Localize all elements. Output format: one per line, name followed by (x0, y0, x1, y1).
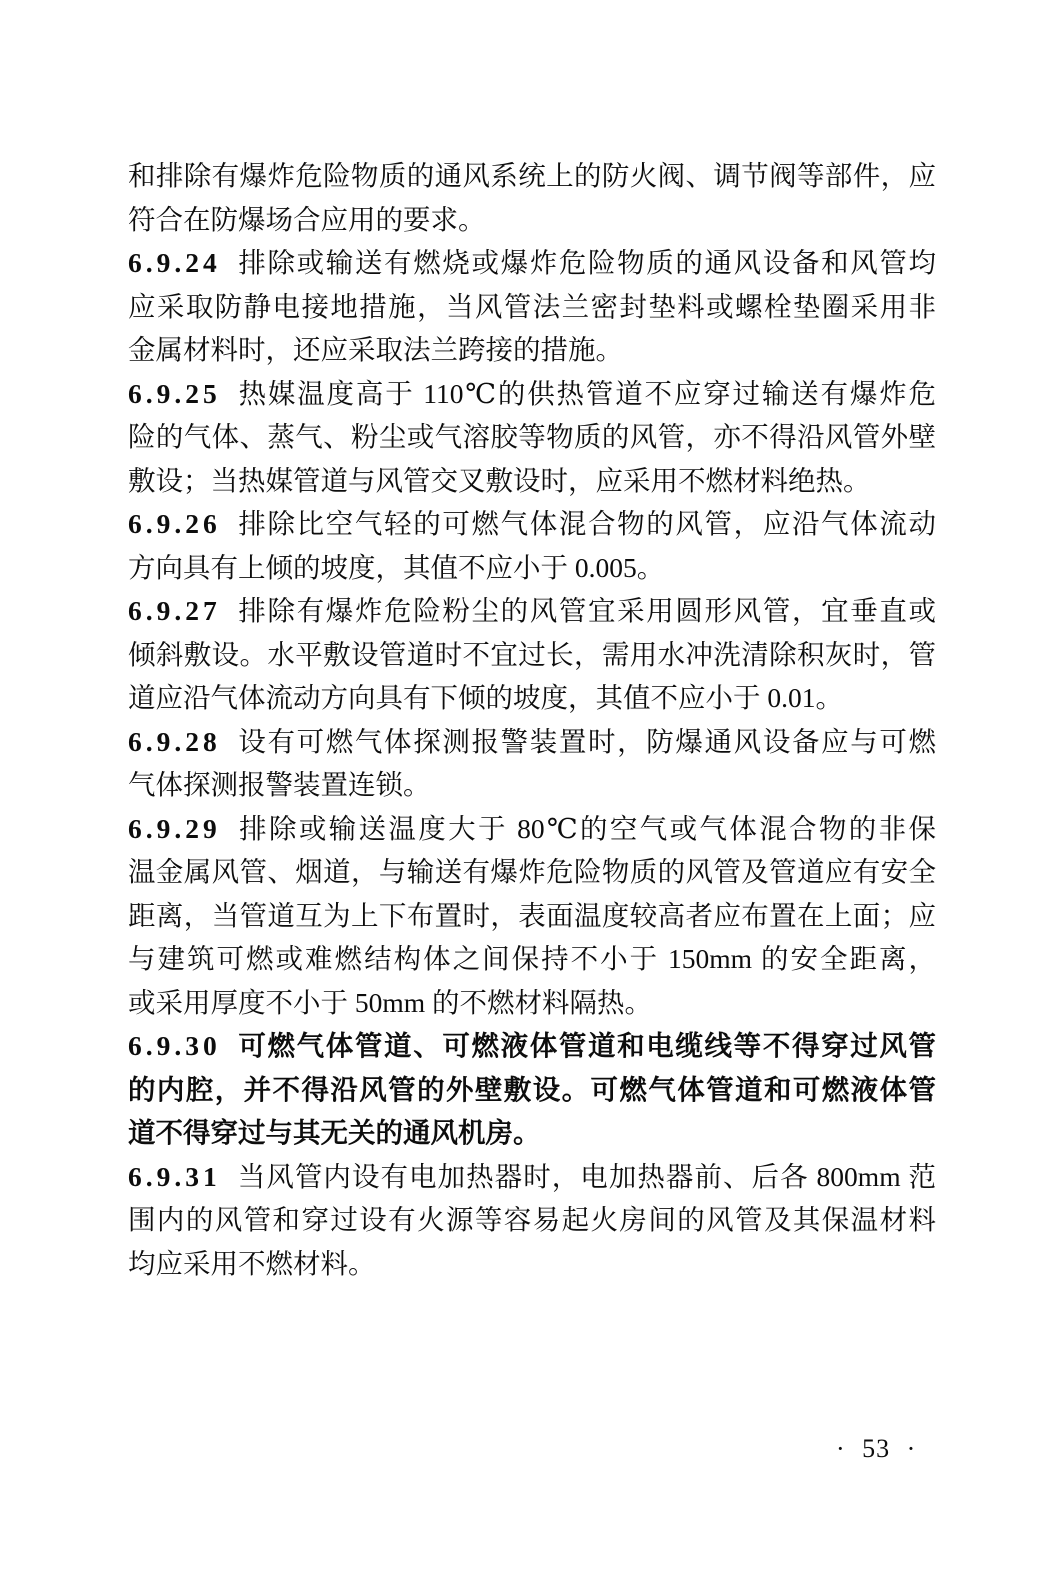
clause-number: 6.9.28 (128, 725, 221, 757)
clause-text: 排除比空气轻的可燃气体混合物的风管，应沿气体流动 (236, 508, 936, 539)
clause-number: 6.9.29 (128, 812, 221, 844)
clause-6-9-31 (128, 1155, 936, 1286)
text-line: 符合在防爆场合应用的要求。 (128, 203, 486, 235)
text-line: 道不得穿过与其无关的通风机房。 (128, 1117, 541, 1148)
text-line: 金属材料时，还应采取法兰跨接的措施。 (128, 334, 623, 365)
text-line (128, 1024, 936, 1068)
clause-6-9-30 (128, 1024, 936, 1155)
text-line (128, 241, 936, 285)
text-line (128, 589, 936, 633)
text-line: 应采取防静电接地措施，当风管法兰密封垫料或螺栓垫圈采用非 (128, 290, 936, 322)
text-line (128, 502, 936, 546)
page-body-text (128, 154, 936, 1285)
text-line (128, 372, 936, 416)
clause-6-9-28 (128, 720, 936, 807)
text-line: 险的气体、蒸气、粉尘或气溶胶等物质的风管，亦不得沿风管外壁 (128, 421, 936, 452)
clause-text: 当风管内设有电加热器时，电加热器前、后各 800mm 范 (236, 1160, 936, 1192)
text-line: 倾斜敷设。水平敷设管道时不宜过长，需用水冲洗清除积灰时，管 (128, 638, 936, 670)
text-line: 方向具有上倾的坡度，其值不应小于 0.005。 (128, 551, 665, 583)
clause-text: 排除有爆炸危险粉尘的风管宜采用圆形风管，宜垂直或 (236, 595, 936, 626)
clause-number: 6.9.30 (128, 1030, 221, 1061)
clause-number: 6.9.31 (128, 1160, 221, 1192)
clause-6-9-27 (128, 589, 936, 720)
text-line: 距离，当管道互为上下布置时，表面温度较高者应布置在上面；应 (128, 899, 936, 931)
clause-text: 设有可燃气体探测报警装置时，防爆通风设备应与可燃 (236, 725, 936, 757)
text-line: 的内腔，并不得沿风管的外壁敷设。可燃气体管道和可燃液体管 (128, 1073, 936, 1105)
clause-text: 排除或输送温度大于 80℃的空气或气体混合物的非保 (236, 812, 936, 844)
paragraph-continuation (128, 154, 936, 241)
text-line: 均应采用不燃材料。 (128, 1247, 376, 1279)
clause-text: 热媒温度高于 110℃的供热管道不应穿过输送有爆炸危 (236, 377, 936, 409)
clause-6-9-24 (128, 241, 936, 372)
text-line (128, 720, 936, 764)
text-line: 温金属风管、烟道，与输送有爆炸危险物质的风管及管道应有安全 (128, 856, 936, 887)
text-line: 道应沿气体流动方向具有下倾的坡度，其值不应小于 0.01。 (128, 682, 843, 713)
text-line: 和排除有爆炸危险物质的通风系统上的防火阀、调节阀等部件，应 (128, 160, 936, 191)
clause-6-9-29 (128, 807, 936, 1025)
clause-number: 6.9.26 (128, 508, 221, 539)
text-line (128, 1155, 936, 1199)
text-line: 与建筑可燃或难燃结构体之间保持不小于 150mm 的安全距离， (128, 943, 936, 974)
text-line (128, 807, 936, 851)
clause-6-9-26 (128, 502, 936, 589)
clause-text: 排除或输送有燃烧或爆炸危险物质的通风设备和风管均 (236, 247, 936, 278)
clause-number: 6.9.25 (128, 377, 221, 409)
clause-6-9-25 (128, 372, 936, 503)
text-line: 敷设；当热媒管道与风管交叉敷设时，应采用不燃材料绝热。 (128, 464, 871, 496)
clause-number: 6.9.24 (128, 247, 221, 278)
clause-text: 可燃气体管道、可燃液体管道和电缆线等不得穿过风管 (236, 1030, 936, 1061)
text-line: 气体探测报警装置连锁。 (128, 769, 431, 800)
page-number: · 53 · (836, 1434, 917, 1463)
text-line: 或采用厚度不小于 50mm 的不燃材料隔热。 (128, 986, 653, 1018)
text-line: 围内的风管和穿过设有火源等容易起火房间的风管及其保温材料 (128, 1204, 936, 1235)
clause-number: 6.9.27 (128, 595, 221, 626)
